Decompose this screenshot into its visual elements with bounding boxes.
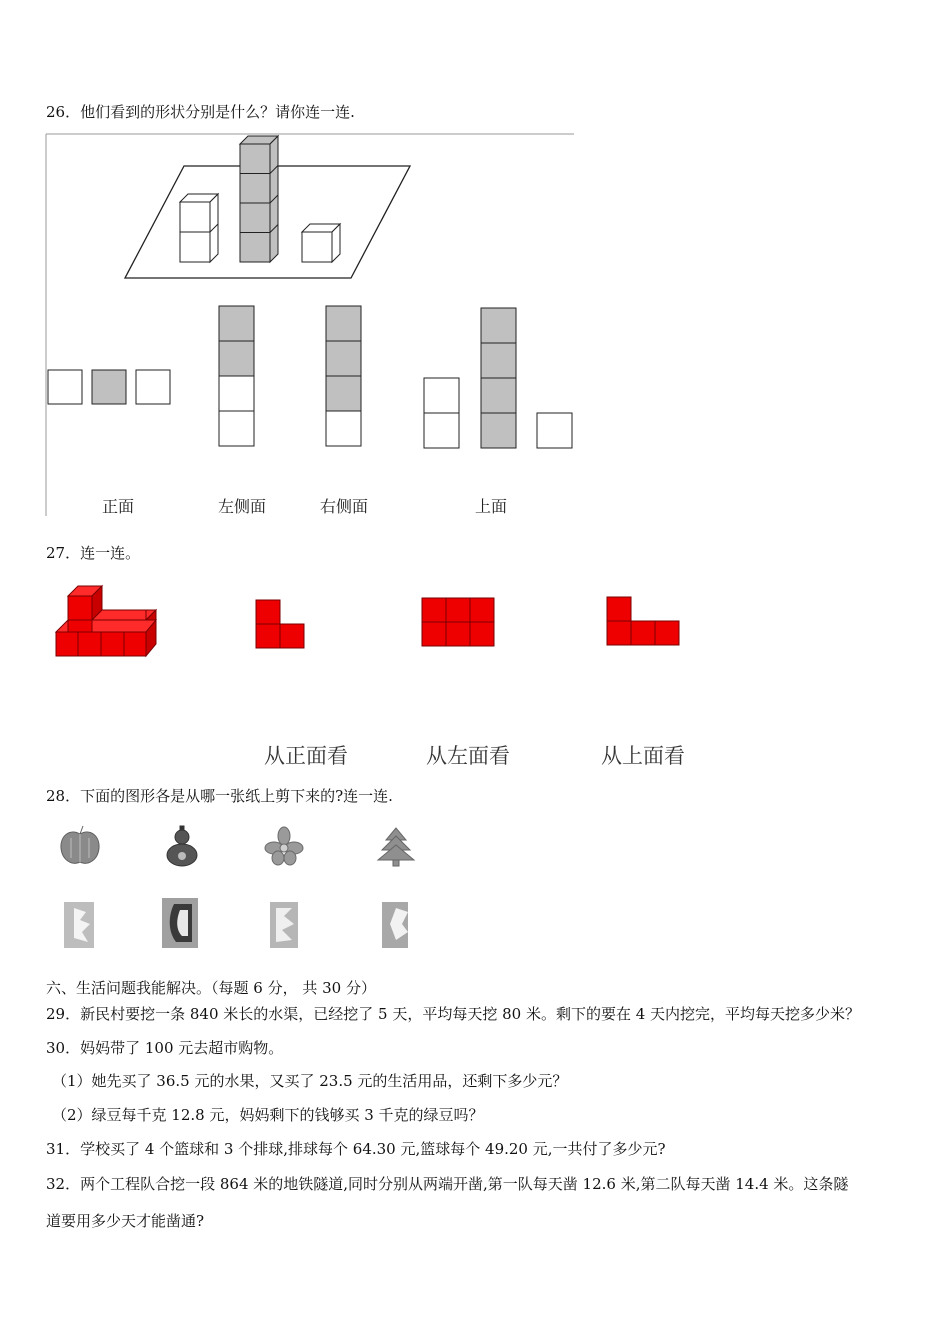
view-right-column (326, 306, 361, 446)
red-long-l-shape (607, 597, 679, 645)
q27-text: 27．连一连。 (46, 544, 141, 562)
q28-figure (56, 820, 426, 960)
q32-text-line2: 道要用多少天才能凿通? (46, 1212, 205, 1230)
section6-heading: 六、生活问题我能解决。（每题 6 分， 共 30 分） (46, 979, 376, 997)
q26-figure (44, 132, 576, 522)
view-left-column (219, 306, 254, 446)
label-view-left: 从左面看 (426, 744, 510, 768)
q26-text: 26．他们看到的形状分别是什么？请你连一连. (46, 103, 355, 121)
label-view-front: 从正面看 (264, 744, 348, 768)
q31-text: 31．学校买了 4 个篮球和 3 个排球,排球每个 64.30 元,篮球每个 49.20 元,一共付了多少元? (46, 1140, 666, 1158)
apple-shape-icon (61, 826, 99, 863)
cube-single (302, 224, 340, 262)
cut-paper-3-icon (270, 902, 298, 948)
cube-stack-tall (240, 136, 278, 262)
label-front: 正面 (101, 497, 135, 516)
gourd-shape-icon (167, 826, 197, 866)
red-l-shape (256, 600, 304, 648)
cut-paper-1-icon (64, 902, 94, 948)
red-cube-solid (56, 586, 156, 656)
tree-shape-icon (378, 828, 414, 866)
red-rectangle-shape (422, 598, 494, 646)
cut-paper-4-icon (382, 902, 408, 948)
q30-text: 30．妈妈带了 100 元去超市购物。 (46, 1039, 284, 1057)
q27-figure (48, 580, 708, 775)
q30-sub2: （2）绿豆每千克 12.8 元，妈妈剩下的钱够买 3 千克的绿豆吗？ (52, 1106, 484, 1124)
cube-stack-left (180, 194, 218, 262)
q28-text: 28．下面的图形各是从哪一张纸上剪下来的?连一连. (46, 787, 393, 805)
view-front-squares (48, 370, 170, 404)
q30-sub1: （1）她先买了 36.5 元的水果，又买了 23.5 元的生活用品，还剩下多少元？ (52, 1072, 568, 1090)
label-view-top: 从上面看 (601, 744, 685, 768)
q32-text-line1: 32．两个工程队合挖一段 864 米的地铁隧道,同时分别从两端开凿,第一队每天凿 12.6 米,第二队每天凿 14.4 米。这条隧 (46, 1175, 849, 1193)
flower-shape-icon (265, 827, 303, 865)
label-left-side: 左侧面 (217, 497, 267, 516)
cut-paper-2-icon (162, 898, 198, 948)
label-top: 上面 (474, 497, 508, 516)
view-top-arrangement (424, 308, 572, 448)
q29-text: 29．新民村要挖一条 840 米长的水渠，已经挖了 5 天，平均每天挖 80 米。剩下的要在 4 天内挖完，平均每天挖多少米？ (46, 1005, 861, 1023)
label-right-side: 右侧面 (319, 497, 369, 516)
